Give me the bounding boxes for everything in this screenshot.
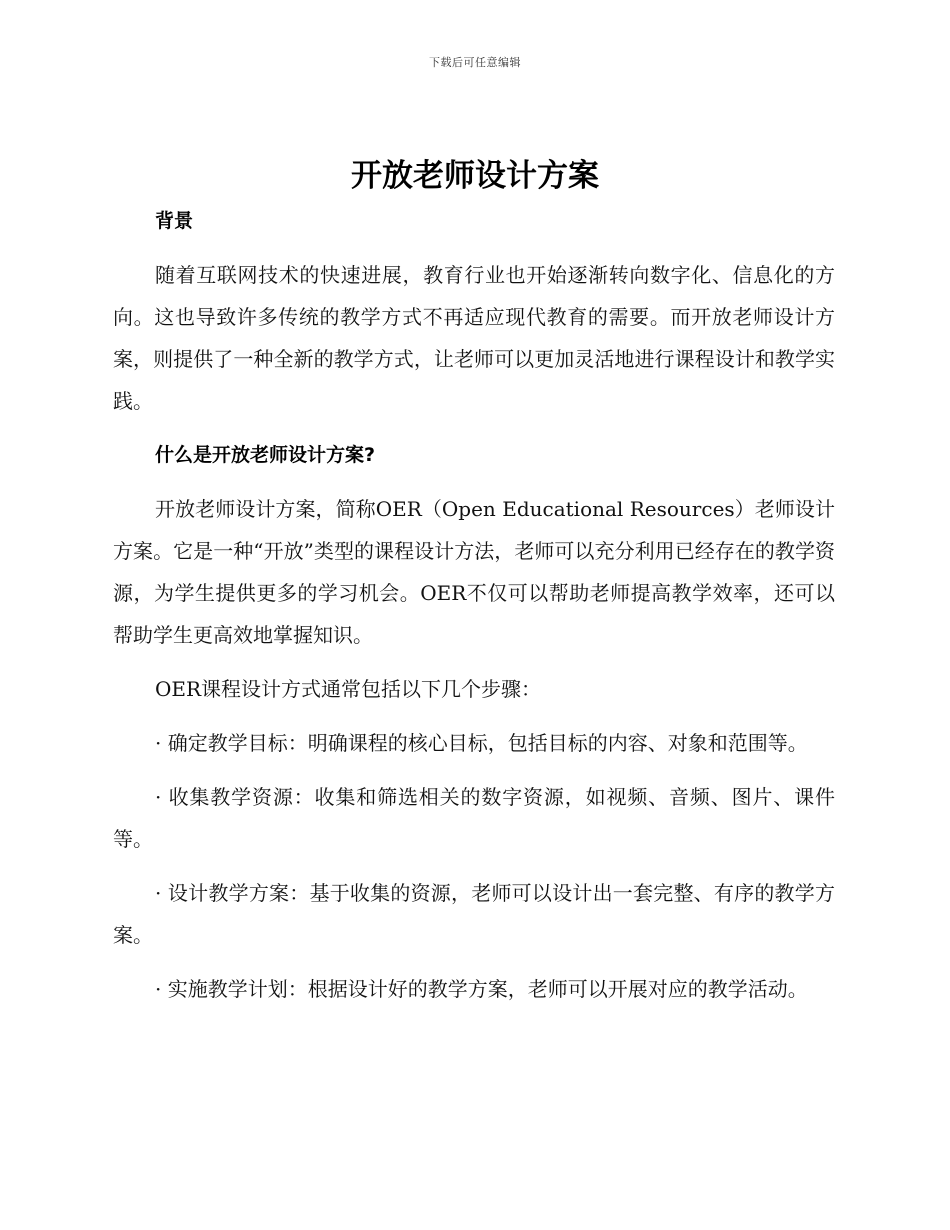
section-heading-what-is: 什么是开放老师设计方案? (155, 444, 376, 466)
list-item-step-2: · 收集教学资源：收集和筛选相关的数字资源，如视频、音频、图片、课件等。 (113, 785, 835, 851)
document-title: 开放老师设计方案 (351, 158, 599, 194)
header-note: 下载后可任意编辑 (429, 56, 521, 69)
document-body (113, 200, 835, 1010)
list-item-step-1: · 确定教学目标：明确课程的核心目标，包括目标的内容、对象和范围等。 (155, 731, 808, 755)
paragraph-oer-steps-intro: OER课程设计方式通常包括以下几个步骤： (155, 677, 542, 701)
paragraph-background: 随着互联网技术的快速进展，教育行业也开始逐渐转向数字化、信息化的方向。这也导致许多传统的教学方式不再适应现代教育的需要。而开放老师设计方案，则提供了一种全新的教学方式，让老师可以更加灵活地进行课程设计和教学实践。 (113, 263, 835, 413)
list-item-step-3: · 设计教学方案：基于收集的资源，老师可以设计出一套完整、有序的教学方案。 (113, 881, 835, 947)
list-item-step-4: · 实施教学计划：根据设计好的教学方案，老师可以开展对应的教学活动。 (155, 977, 808, 1001)
paragraph-oer-definition: 开放老师设计方案，简称OER（Open Educational Resources）老师设计方案。它是一种“开放”类型的课程设计方法，老师可以充分利用已经存在的教学资源，为学生提供更多的学习机会。OER不仅可以帮助老师提高教学效率，还可以帮助学生更高效地掌握知识。 (113, 497, 835, 647)
section-heading-background: 背景 (155, 210, 194, 232)
